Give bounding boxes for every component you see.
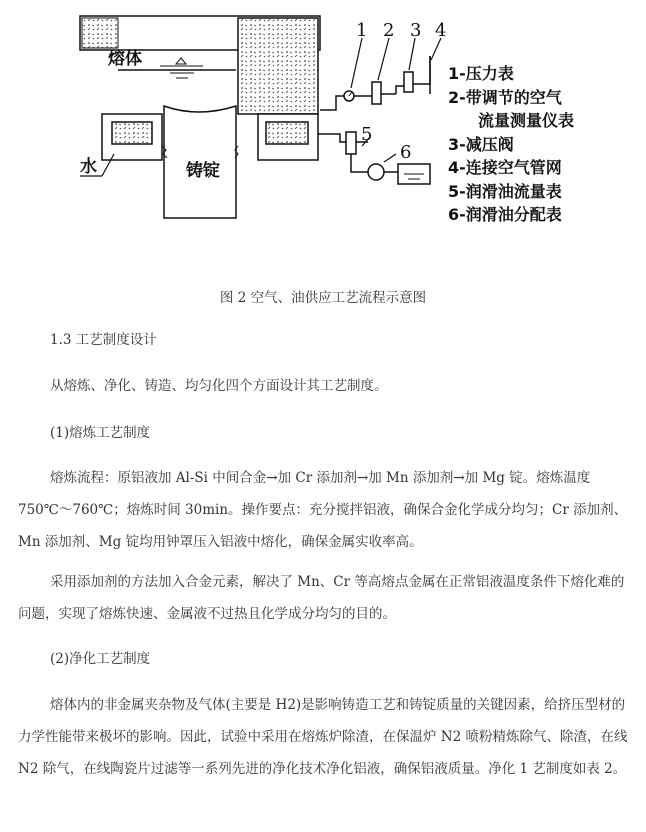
air-flow-meter — [372, 82, 381, 104]
subheading-smelting: (1)熔炼工艺制度 — [50, 425, 151, 441]
mold-right-block — [238, 18, 318, 114]
legend-item: 1-压力表 — [448, 64, 514, 83]
label-3: 3 — [410, 20, 422, 41]
legend-item: 4-连接空气管网 — [448, 158, 562, 177]
figure-caption: 图 2 空气、油供应工艺流程示意图 — [219, 290, 427, 306]
label-1: 1 — [356, 20, 368, 41]
oil-distributor-valve — [368, 164, 384, 180]
label-6: 6 — [400, 142, 412, 163]
pressure-reducer — [404, 72, 413, 92]
label-5: 5 — [361, 124, 373, 145]
legend-item: 5-润滑油流量表 — [448, 181, 562, 201]
water-jacket-left — [112, 122, 152, 144]
oil-flow-meter — [346, 132, 356, 154]
paragraph-purification: 熔体内的非金属夹杂物及气体(主要是 H2)是影响铸造工艺和铸锭质量的关键因素，给挤压型材的力学性能带来极坏的影响。因此，试验中采用在熔炼炉除渣，在保温炉 N2 喷粉精炼除气、除渣，在线 N2 除气，在线陶瓷片过滤等一系列先进的净化技术净化铝液，确保铝液质量。净化 1 艺制度如表 2。 — [18, 697, 628, 777]
label-4: 4 — [435, 20, 447, 41]
intro-paragraph: 从熔炼、净化、铸造、均匀化四个方面设计其工艺制度。 — [50, 378, 388, 394]
legend-item: 流量测量仪表 — [478, 111, 575, 130]
ingot-label: 铸锭 — [186, 161, 220, 181]
melt-level-icon — [176, 58, 186, 64]
paragraph-additives: 采用添加剂的方法加入合金元素，解决了 Mn、Cr 等高熔点金属在正常铝液温度条件下熔化难的问题，实现了熔炼快速、金属液不过热且化学成分均匀的目的。 — [18, 574, 625, 622]
section-heading: 1.3 工艺制度设计 — [50, 332, 157, 348]
paragraph-smelting-process: 熔炼流程：原铝液加 Al-Si 中间合金→加 Cr 添加剂→加 Mn 添加剂→加 Mg 锭。熔炼温度 750℃～760℃；熔炼时间 30min。操作要点：充分搅拌铝液，确保合金化学成分均匀；Cr 添加剂、Mn 添加剂、Mg 锭均用钟罩压入铝液中熔化，确保金属实收率高。 — [18, 470, 628, 550]
legend-item: 3-减压阀 — [448, 134, 514, 154]
water-jacket-right — [266, 122, 308, 144]
legend-item: 2-带调节的空气 — [448, 87, 562, 107]
legend-item: 6-润滑油分配表 — [448, 205, 562, 224]
melt-label: 熔体 — [108, 49, 142, 69]
diagram-legend — [448, 62, 574, 227]
label-2: 2 — [383, 20, 395, 41]
subheading-purification: (2)净化工艺制度 — [50, 651, 151, 667]
mold-left-upper — [82, 18, 118, 48]
water-label: 水 — [80, 157, 97, 177]
